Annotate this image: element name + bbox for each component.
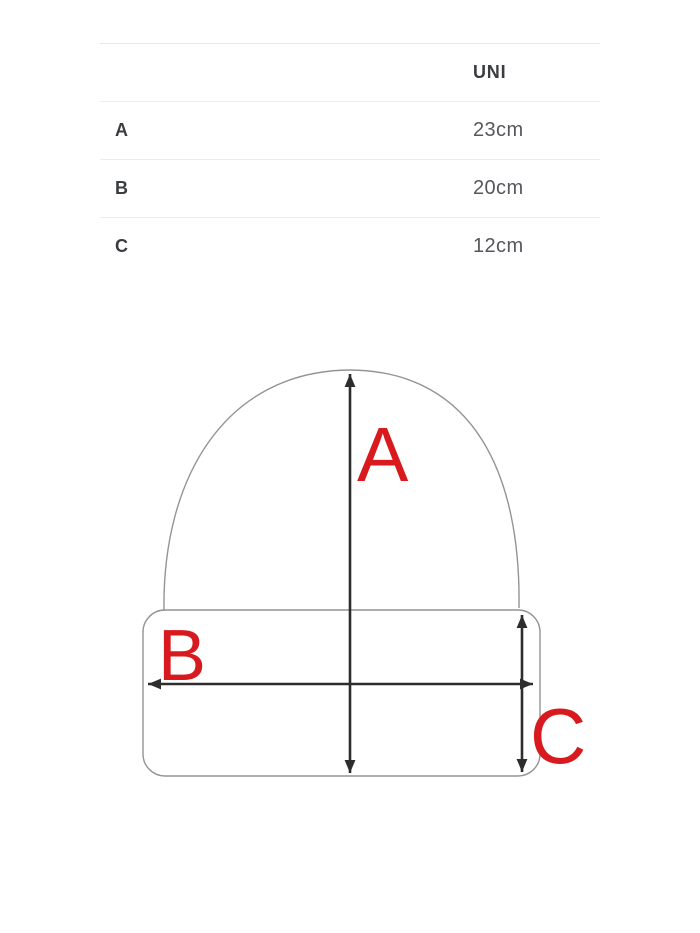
dimension-value-c: 12cm	[473, 235, 524, 257]
size-column-header: UNI	[473, 62, 507, 82]
size-table-header-row	[100, 43, 600, 102]
size-table	[100, 43, 600, 275]
dimension-value-a: 23cm	[473, 119, 524, 141]
dimension-label-a: A	[115, 120, 129, 140]
diagram-label-b: B	[158, 616, 207, 696]
beanie-crown-outline	[164, 370, 519, 611]
diagram-label-c: C	[530, 692, 587, 780]
table-row-c	[100, 218, 600, 275]
table-row-b	[100, 160, 600, 218]
table-row-a	[100, 102, 600, 160]
dimension-value-b: 20cm	[473, 177, 524, 199]
dimension-label-b: B	[115, 178, 129, 198]
beanie-measurement-diagram	[0, 350, 700, 820]
dimension-label-c: C	[115, 236, 129, 256]
diagram-label-a: A	[357, 412, 409, 498]
